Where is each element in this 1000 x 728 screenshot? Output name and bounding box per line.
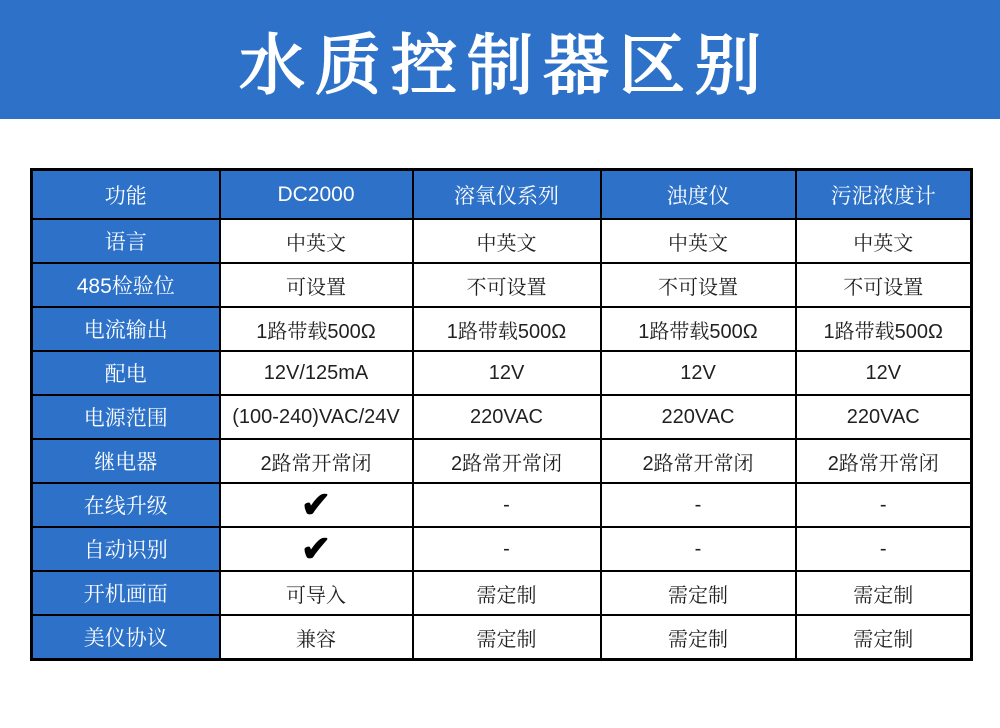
table-cell: - — [796, 527, 972, 571]
table-cell: 中英文 — [796, 219, 972, 263]
row-label: 485检验位 — [32, 263, 220, 307]
table-cell: 220VAC — [601, 395, 796, 439]
table-cell: 1路带载500Ω — [220, 307, 413, 351]
table-cell: 可设置 — [220, 263, 413, 307]
table-row — [32, 571, 972, 615]
table-cell: 需定制 — [413, 571, 601, 615]
page-title: 水质控制器区别 — [239, 28, 771, 102]
table-cell: 需定制 — [601, 615, 796, 660]
column-header: DC2000 — [220, 170, 413, 220]
table-cell: 1路带载500Ω — [796, 307, 972, 351]
table-cell: 1路带载500Ω — [601, 307, 796, 351]
table-container — [0, 119, 1000, 661]
table-cell: 需定制 — [796, 615, 972, 660]
table-cell: 兼容 — [220, 615, 413, 660]
table-row — [32, 307, 972, 351]
row-label: 电流输出 — [32, 307, 220, 351]
table-cell: - — [413, 527, 601, 571]
table-cell: 2路常开常闭 — [413, 439, 601, 483]
table-cell: 不可设置 — [413, 263, 601, 307]
table-row — [32, 527, 972, 571]
table-cell: 2路常开常闭 — [601, 439, 796, 483]
table-cell: 1路带载500Ω — [413, 307, 601, 351]
table-cell: 12V — [413, 351, 601, 395]
row-label: 美仪协议 — [32, 615, 220, 660]
table-cell: 12V/125mA — [220, 351, 413, 395]
comparison-table — [30, 168, 973, 661]
row-label: 电源范围 — [32, 395, 220, 439]
table-cell: - — [413, 483, 601, 527]
table-cell: 220VAC — [796, 395, 972, 439]
row-label: 开机画面 — [32, 571, 220, 615]
table-cell: 需定制 — [796, 571, 972, 615]
table-cell: 中英文 — [220, 219, 413, 263]
column-header: 溶氧仪系列 — [413, 170, 601, 220]
table-cell: 220VAC — [413, 395, 601, 439]
table-head — [32, 170, 972, 220]
table-cell: - — [796, 483, 972, 527]
table-cell: 需定制 — [413, 615, 601, 660]
table-cell: 2路常开常闭 — [220, 439, 413, 483]
table-cell: (100-240)VAC/24V — [220, 395, 413, 439]
table-cell: 需定制 — [601, 571, 796, 615]
table-row — [32, 483, 972, 527]
row-label: 配电 — [32, 351, 220, 395]
check-icon: ✔ — [220, 483, 413, 527]
header-banner — [0, 0, 1000, 119]
table-cell: - — [601, 483, 796, 527]
table-cell: 12V — [796, 351, 972, 395]
row-label: 在线升级 — [32, 483, 220, 527]
table-cell: 12V — [601, 351, 796, 395]
row-label: 自动识别 — [32, 527, 220, 571]
column-header-row — [32, 170, 972, 220]
table-row — [32, 351, 972, 395]
check-icon: ✔ — [220, 527, 413, 571]
table-cell: 不可设置 — [601, 263, 796, 307]
column-header: 浊度仪 — [601, 170, 796, 220]
column-header: 污泥浓度计 — [796, 170, 972, 220]
column-header: 功能 — [32, 170, 220, 220]
table-cell: 2路常开常闭 — [796, 439, 972, 483]
table-cell: 中英文 — [601, 219, 796, 263]
table-row — [32, 395, 972, 439]
table-cell: 可导入 — [220, 571, 413, 615]
table-cell: 不可设置 — [796, 263, 972, 307]
table-row — [32, 439, 972, 483]
table-row — [32, 219, 972, 263]
row-label: 语言 — [32, 219, 220, 263]
table-cell: - — [601, 527, 796, 571]
table-row — [32, 263, 972, 307]
table-row — [32, 615, 972, 660]
row-label: 继电器 — [32, 439, 220, 483]
table-cell: 中英文 — [413, 219, 601, 263]
table-body — [32, 219, 972, 660]
